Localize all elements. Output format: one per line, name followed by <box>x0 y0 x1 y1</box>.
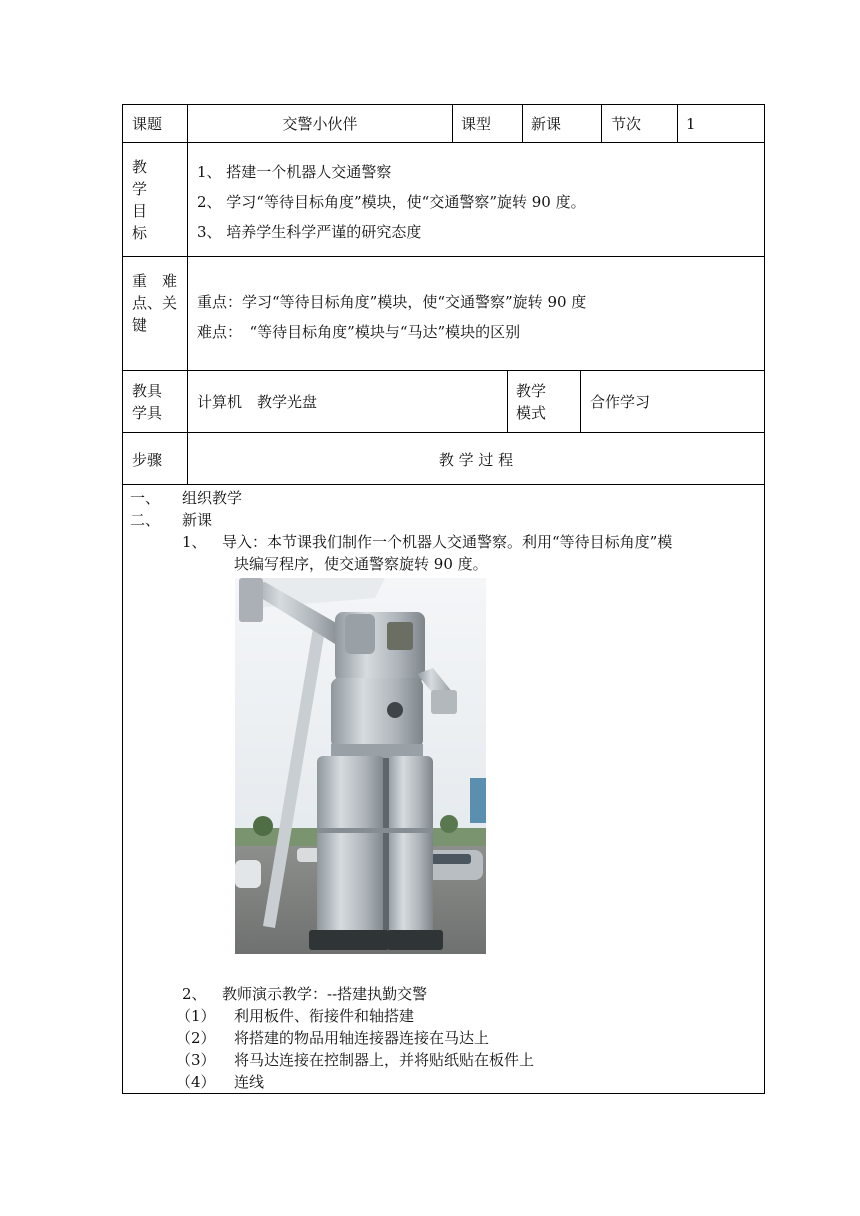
point-1-line-2: 块编写程序，使交通警察旋转 90 度。 <box>234 555 488 573</box>
goal-item-1: 1、 搭建一个机器人交通警察 <box>197 163 392 181</box>
type-value: 新课 <box>531 115 562 133</box>
goals-label-char-2: 学 <box>132 180 148 198</box>
period-label: 节次 <box>611 115 642 133</box>
goals-label-char-3: 目 <box>132 202 148 220</box>
mode-value: 合作学习 <box>590 393 651 411</box>
label-column-divider <box>187 104 188 485</box>
table-border-right <box>764 104 765 1094</box>
row-divider-3 <box>122 370 765 371</box>
sub-item-3-text: 将马达连接在控制器上，并将贴纸贴在板件上 <box>234 1051 535 1069</box>
goal-item-2: 2、 学习“等待目标角度”模块，使“交通警察”旋转 90 度。 <box>197 193 586 211</box>
keypoints-label-line-2: 点、关 <box>132 294 178 312</box>
sub-item-4-number: （4） <box>176 1073 216 1091</box>
table-border-left <box>122 104 123 1094</box>
process-title: 教 学 过 程 <box>438 451 514 469</box>
row-divider-5 <box>122 484 765 485</box>
section-2-number: 二、 <box>130 511 161 529</box>
tools-label-line-1: 教具 <box>132 382 163 400</box>
keypoints-focus: 重点：学习“等待目标角度”模块，使“交通警察”旋转 90 度 <box>197 293 587 311</box>
header-divider-d <box>677 104 678 143</box>
topic-value: 交警小伙伴 <box>282 115 358 133</box>
sub-item-4-text: 连线 <box>234 1073 265 1091</box>
steps-label: 步骤 <box>132 451 163 469</box>
period-value: 1 <box>686 115 696 133</box>
keypoints-label-line-3: 键 <box>132 316 148 334</box>
goals-label-char-4: 标 <box>132 224 148 242</box>
mode-label-line-2: 模式 <box>516 404 547 422</box>
sub-item-1-number: （1） <box>176 1007 216 1025</box>
section-2-text: 新课 <box>182 511 213 529</box>
sub-item-2-text: 将搭建的物品用轴连接器连接在马达上 <box>234 1029 490 1047</box>
keypoints-difficulty: 难点： “等待目标角度”模块与“马达”模块的区别 <box>197 323 521 341</box>
point-2-text: 教师演示教学：--搭建执勤交警 <box>222 985 428 1003</box>
tools-value: 计算机 教学光盘 <box>197 393 318 411</box>
goal-item-3: 3、 培养学生科学严谨的研究态度 <box>197 223 422 241</box>
sub-item-1-text: 利用板件、衔接件和轴搭建 <box>234 1007 415 1025</box>
keypoints-label-line-1: 重 难 <box>132 272 178 290</box>
tools-divider-b <box>580 370 581 433</box>
table-border-bottom <box>122 1093 765 1094</box>
point-2-number: 2、 <box>182 985 207 1003</box>
section-1-text: 组织教学 <box>182 489 243 507</box>
row-divider-4 <box>122 432 765 433</box>
sub-item-2-number: （2） <box>176 1029 216 1047</box>
type-label: 课型 <box>461 115 492 133</box>
row-divider-1 <box>122 142 765 143</box>
topic-label: 课题 <box>132 115 163 133</box>
point-1-line-1: 导入：本节课我们制作一个机器人交通警察。利用“等待目标角度”模 <box>222 533 673 551</box>
header-divider-a <box>452 104 453 143</box>
header-divider-c <box>601 104 602 143</box>
sub-item-3-number: （3） <box>176 1051 216 1069</box>
row-divider-2 <box>122 256 765 257</box>
header-divider-b <box>522 104 523 143</box>
table-border-top <box>122 104 765 105</box>
point-1-number: 1、 <box>182 533 207 551</box>
section-1-number: 一、 <box>130 489 161 507</box>
mode-label-line-1: 教学 <box>516 382 547 400</box>
robot-traffic-police-photo <box>235 578 486 954</box>
goals-label-char-1: 教 <box>132 158 148 176</box>
tools-label-line-2: 学具 <box>132 404 163 422</box>
tools-divider-a <box>507 370 508 433</box>
